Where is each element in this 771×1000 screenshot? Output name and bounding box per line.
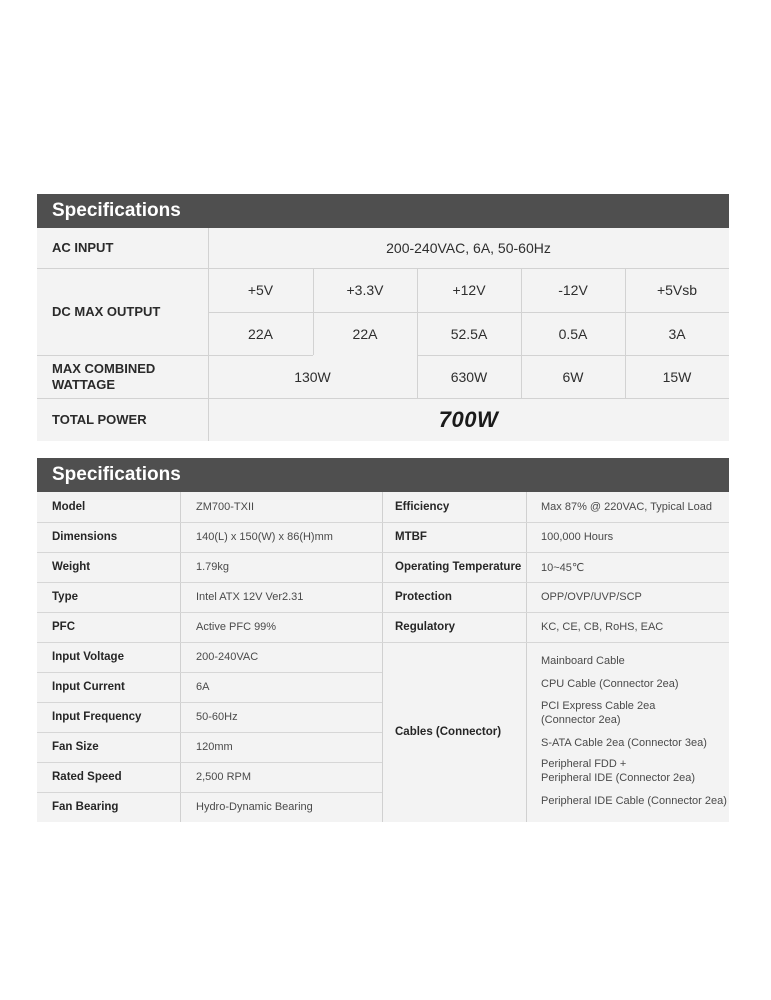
cable-item [541,654,625,668]
spec-value: KC, CE, CB, RoHS, EAC [541,621,664,633]
cable-item-line: CPU Cable (Connector 2ea) [541,678,679,690]
cable-item-line: S-ATA Cable 2ea (Connector 3ea) [541,737,707,749]
spec-value: 120mm [196,741,233,753]
total-power-label: TOTAL POWER [52,411,147,427]
rail-current: 52.5A [450,325,488,342]
spec-key: Dimensions [52,531,118,543]
rail-label: +12V [452,282,486,298]
spec-key: Type [52,591,78,603]
spec-value: 100,000 Hours [541,531,614,543]
cable-item [541,699,655,727]
cable-item-line: Peripheral IDE Cable (Connector 2ea) [541,795,727,807]
wattage-value: 6W [562,368,584,385]
wattage-value: 630W [450,368,488,385]
general-spec-table [37,492,729,822]
cable-item-line: Peripheral IDE (Connector 2ea) [541,772,696,784]
section2-title: Specifications [37,458,729,492]
dc-max-output-label: DC MAX OUTPUT [52,303,161,319]
spec-value: 1.79kg [196,561,230,573]
spec-value: Max 87% @ 220VAC, Typical Load [541,501,712,513]
spec-row [37,522,729,552]
spec-key: Weight [52,561,91,573]
spec-value: Hydro-Dynamic Bearing [196,801,313,813]
spec-key: MTBF [395,531,427,543]
spec-value: 2,500 RPM [196,771,252,783]
cable-item [541,757,695,785]
cable-item-line: Mainboard Cable [541,655,625,667]
rail-label: +3.3V [346,282,384,298]
spec-key: Fan Bearing [52,801,119,813]
spec-value: 140(L) x 150(W) x 86(H)mm [196,531,333,543]
cable-item [541,736,707,750]
ac-input-value: 200-240VAC, 6A, 50-60Hz [386,240,551,256]
rail-current: 0.5A [558,325,588,342]
rail-current: 22A [248,325,273,342]
cable-item-line: (Connector 2ea) [541,714,621,726]
wattage-value: 130W [294,368,331,385]
spec-key: Protection [395,591,452,603]
spec-key: Input Current [52,681,125,693]
max-combined-wattage-label-line1: MAX COMBINED [52,360,156,376]
spec-key: Input Frequency [52,711,142,723]
spec-row [37,612,729,642]
spec-key: Fan Size [52,741,99,753]
rail-current: 3A [668,325,686,342]
wattage-value: 15W [662,368,692,385]
spec-value: 200-240VAC [196,651,259,663]
spec-key: Input Voltage [52,651,124,663]
max-combined-wattage-label [37,355,208,398]
spec-row [37,492,729,522]
total-power-value: 700W [438,406,499,432]
rail-label: +5V [247,282,274,298]
power-spec-table [37,228,729,441]
spec-value: Intel ATX 12V Ver2.31 [196,591,304,603]
cable-item-line: PCI Express Cable 2ea [541,700,656,712]
spec-key: Rated Speed [52,771,122,783]
spec-value: ZM700-TXII [196,501,255,513]
spec-row [37,552,729,582]
spec-value: 10~45℃ [541,561,585,574]
spec-value: 50-60Hz [196,711,238,723]
spec-value: 6A [196,681,210,693]
spec-key: PFC [52,621,75,633]
spec-key: Model [52,501,86,513]
spec-key: Efficiency [395,501,450,513]
section1-title: Specifications [37,194,729,228]
spec-row [37,582,729,612]
rail-label: +5Vsb [656,282,698,298]
spec-key: Regulatory [395,621,456,633]
spec-value: OPP/OVP/UVP/SCP [541,591,642,603]
cables-key: Cables (Connector) [395,726,502,738]
cable-item [541,794,727,808]
spec-key: Operating Temperature [395,561,522,573]
cable-item [541,677,679,691]
rail-label: -12V [558,282,588,298]
spec-value: Active PFC 99% [196,621,277,633]
ac-input-label: AC INPUT [52,240,114,255]
rail-current: 22A [352,325,378,342]
max-combined-wattage-label-line2: WATTAGE [52,376,116,392]
cable-item-line: Peripheral FDD + [541,758,627,770]
